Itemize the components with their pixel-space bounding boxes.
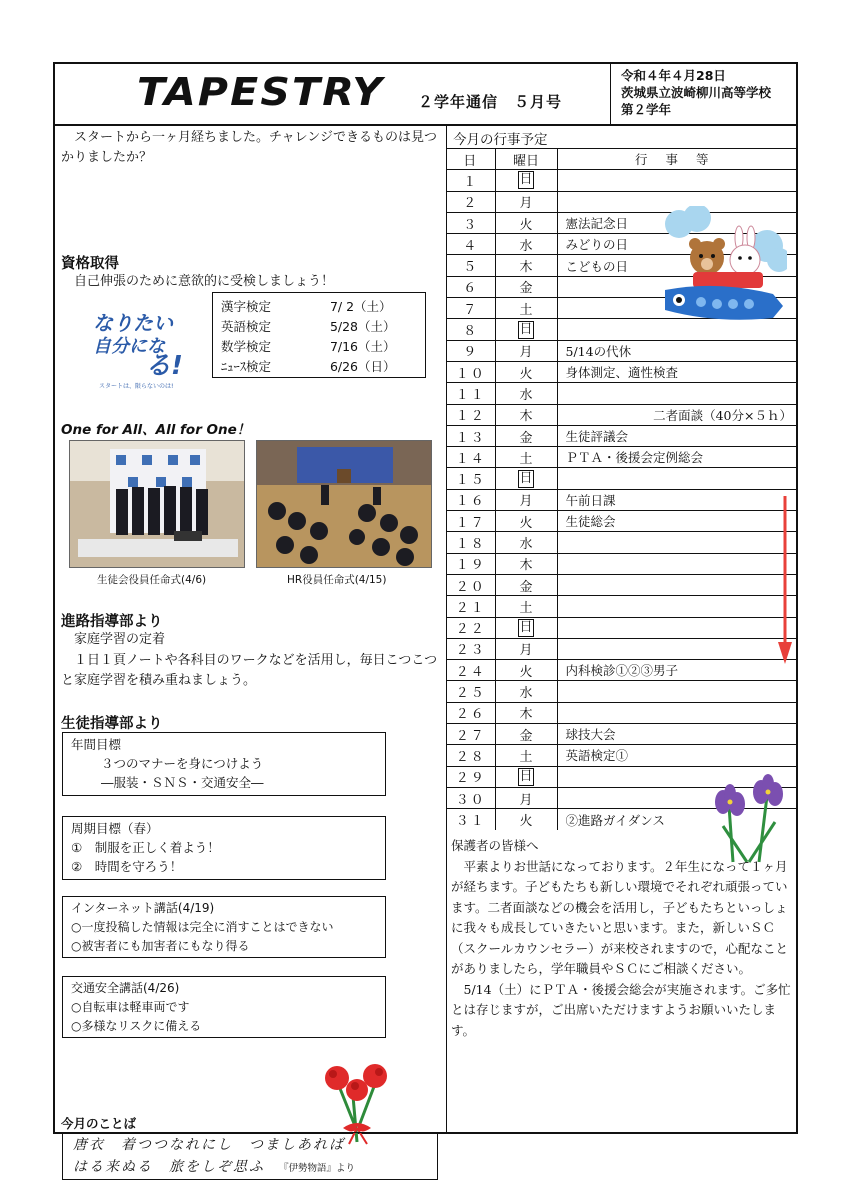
schedule-dow-label: 月 [519, 643, 533, 659]
schedule-event [557, 532, 796, 553]
kotoba-box [62, 1132, 438, 1180]
schedule-row [447, 425, 796, 446]
schedule-event: 生徒評議会 [557, 425, 796, 446]
schedule-dow [495, 724, 557, 745]
schedule-day: １９ [447, 553, 495, 574]
period-arrow [777, 496, 793, 666]
schedule-row [447, 553, 796, 574]
kotoba-line2: はる来ぬる 旅をしぞ思ふ [73, 1159, 265, 1175]
kentei-name: 英語検定 [221, 319, 272, 334]
spring-goal-line1: ① 制服を正しく着よう！ [71, 840, 220, 855]
schedule-dow-label: 木 [519, 409, 533, 425]
schedule-dow-label: 土 [519, 302, 533, 318]
schedule-row [447, 745, 796, 766]
schedule-day: ３０ [447, 787, 495, 808]
schedule-dow-label: 日 [519, 768, 533, 784]
schedule-row [447, 617, 796, 638]
internet-talk-line1: ○一度投稿した情報は完全に消すことはできない [71, 920, 334, 934]
schedule-event: こどもの日 [557, 255, 796, 276]
kotoba-source: 『伊勢物語』より [279, 1163, 356, 1174]
col-dow: 曜日 [495, 149, 557, 170]
schedule-dow-label: 水 [519, 686, 533, 702]
schedule-day: ９ [447, 340, 495, 361]
schedule-dow-label: 金 [519, 579, 533, 595]
one-for-all-heading: One for All、All for One！ [61, 422, 251, 438]
schedule-event [557, 574, 796, 595]
parents-p1: 平素よりお世話になっております。２年生になって１ヶ月が経ちます。子どもたちも新しい環境でそれぞれ頑張っています。二者面談などの機会を活用し，子どもたちといっしょに我々も成長していきたいと思います。また，新しいＳＣ（スクールカウンセラー）が来校されますので，心配なことがありましたら，学年職員やＳＣにご相談ください。 [451, 858, 789, 976]
schedule-day: ２０ [447, 574, 495, 595]
issue-title: ２学年通信 ５月号 [418, 93, 563, 111]
schedule-dow-label: 土 [519, 749, 533, 765]
schedule-event: 英語検定① [557, 745, 796, 766]
schedule-header-row [447, 149, 796, 170]
schedule-row [447, 596, 796, 617]
intro-text: スタートから一ヶ月経ちました。チャレンジできるものは見つかりましたか？ [61, 130, 437, 165]
schedule-event [557, 638, 796, 659]
schedule-dow [495, 638, 557, 659]
schedule-event: 内科検診①②③男子 [557, 660, 796, 681]
kentei-name: 漢字検定 [221, 299, 272, 314]
schedule-dow [495, 766, 557, 787]
traffic-talk-line1: ○自転車は軽車両です [71, 1000, 190, 1014]
schedule-event [557, 681, 796, 702]
schedule-dow-label: 土 [519, 600, 533, 616]
schedule-dow-label: 火 [519, 814, 533, 830]
kentei-name: ﾆｭｰｽ検定 [221, 359, 272, 374]
kentei-name: 数学検定 [221, 339, 272, 354]
schedule-dow-label: 日 [519, 470, 533, 486]
schedule-day: ２４ [447, 660, 495, 681]
schedule-day: ２９ [447, 766, 495, 787]
schedule-dow [495, 298, 557, 319]
schedule-row [447, 489, 796, 510]
shinro-text: １日１頁ノートや各科目のワークなどを活用し，毎日こつこつと家庭学習を積み重ねましょう。 [61, 653, 438, 688]
spring-goal-line2: ② 時間を守ろう！ [71, 859, 183, 874]
schedule-dow [495, 404, 557, 425]
schedule-dow-label: 月 [519, 792, 533, 808]
schedule-dow-label: 金 [519, 430, 533, 446]
schedule-dow-label: 水 [519, 536, 533, 552]
newsletter-frame [53, 62, 798, 1175]
schedule-dow [495, 809, 557, 830]
grade-name: 第２学年 [621, 102, 672, 117]
schedule-dow [495, 170, 557, 191]
photo-hr-officers [256, 440, 432, 568]
schedule-dow [495, 255, 557, 276]
col-event: 行事等 [557, 149, 796, 170]
internet-talk-box [62, 896, 386, 958]
schedule-day: １８ [447, 532, 495, 553]
schedule-dow [495, 553, 557, 574]
motivation-badge-logo [89, 300, 199, 392]
schedule-day: ２６ [447, 702, 495, 723]
schedule-event: 午前日課 [557, 489, 796, 510]
schedule-row [447, 447, 796, 468]
schedule-day: ６ [447, 276, 495, 297]
schedule-day: ２１ [447, 596, 495, 617]
traffic-talk-line2: ○多様なリスクに備える [71, 1019, 202, 1033]
kotoba-line2-wrap [73, 1156, 437, 1180]
schedule-day: １６ [447, 489, 495, 510]
schedule-event [557, 170, 796, 191]
schedule-dow-label: 木 [519, 707, 533, 723]
parents-p2: 5/14（土）にＰＴＡ・後援会総会が実施されます。ご多忙とは存じますが，ご出席いただけますようお願いいたします。 [451, 981, 791, 1038]
schedule-dow-label: 火 [519, 366, 533, 382]
schedule-row [447, 681, 796, 702]
schedule-day: ２３ [447, 638, 495, 659]
schedule-row [447, 638, 796, 659]
schedule-day: ５ [447, 255, 495, 276]
koinobori-illustration [657, 206, 787, 386]
traffic-talk-box [62, 976, 386, 1038]
internet-talk-line2: ○被害者にも加害者にもなり得る [71, 939, 250, 953]
schedule-row [447, 532, 796, 553]
schedule-day: ２５ [447, 681, 495, 702]
kentei-row [221, 317, 425, 337]
kotoba-heading: 今月のことば [61, 1116, 137, 1131]
schedule-dow-label: 火 [519, 217, 533, 233]
schedule-row [447, 660, 796, 681]
spring-goal-box [62, 816, 386, 880]
schedule-dow-label: 火 [519, 664, 533, 680]
schedule-dow [495, 681, 557, 702]
kentei-box [212, 292, 426, 378]
schedule-event: ＰＴＡ・後援会定例総会 [557, 447, 796, 468]
schedule-day: ２８ [447, 745, 495, 766]
photo1-caption: 生徒会役員任命式(4/6) [97, 574, 207, 586]
schedule-dow [495, 191, 557, 212]
schedule-dow-label: 水 [519, 238, 533, 254]
schedule-dow-label: 金 [519, 728, 533, 744]
schedule-dow-label: 月 [519, 494, 533, 510]
badge-line-2: 自分にな [93, 336, 165, 357]
schedule-row [447, 404, 796, 425]
shikaku-heading: 資格取得 [61, 256, 119, 272]
schedule-day: １２ [447, 404, 495, 425]
kentei-date: 5/28（土） [329, 319, 396, 334]
schedule-row [447, 511, 796, 532]
schedule-event [557, 596, 796, 617]
seito-heading: 生徒指導部より [61, 716, 163, 732]
schedule-dow [495, 787, 557, 808]
kentei-row [221, 357, 425, 377]
schedule-day: ４ [447, 234, 495, 255]
shikaku-text: 自己伸張のために意欲的に受検しましょう！ [61, 274, 335, 289]
schedule-dow [495, 468, 557, 489]
schedule-event: 5/14の代休 [557, 340, 796, 361]
schedule-event [557, 468, 796, 489]
schedule-event: みどりの日 [557, 234, 796, 255]
schedule-day: １５ [447, 468, 495, 489]
annual-goal-line2: ―服装・ＳＮＳ・交通安全― [101, 775, 264, 790]
internet-talk-title: インターネット講話(4/19) [71, 901, 215, 915]
schedule-dow [495, 745, 557, 766]
header-info [610, 64, 796, 124]
schedule-day: １３ [447, 425, 495, 446]
schedule-event [557, 617, 796, 638]
left-column [55, 126, 446, 1175]
schedule-dow [495, 425, 557, 446]
schedule-dow-label: 木 [519, 260, 533, 276]
schedule-day: ７ [447, 298, 495, 319]
schedule-dow-label: 日 [519, 321, 533, 337]
schedule-dow [495, 319, 557, 340]
schedule-event: 球技大会 [557, 724, 796, 745]
schedule-event [557, 553, 796, 574]
schedule-dow-label: 月 [519, 196, 533, 212]
schedule-row [447, 574, 796, 595]
schedule-dow-label: 土 [519, 451, 533, 467]
kentei-date: 7/ 2（土） [329, 299, 392, 314]
annual-goal-title: 年間目標 [71, 737, 122, 752]
school-name: 茨城県立波崎柳川高等学校 [621, 85, 772, 100]
kentei-date: 6/26（日） [329, 359, 396, 374]
parents-message [451, 836, 796, 1041]
schedule-event: 憲法記念日 [557, 212, 796, 233]
schedule-day: ３１ [447, 809, 495, 830]
spring-goal-title: 周期目標（春） [71, 821, 159, 836]
schedule-dow [495, 340, 557, 361]
schedule-event: 二者面談（40分×５ｈ） [557, 404, 796, 425]
kentei-row [221, 297, 425, 317]
col-day: 日 [447, 149, 495, 170]
annual-goal-box [62, 732, 386, 796]
schedule-day: ２２ [447, 617, 495, 638]
kentei-date: 7/16（土） [329, 339, 396, 354]
schedule-dow [495, 702, 557, 723]
schedule-dow-label: 水 [519, 387, 533, 403]
schedule-dow [495, 532, 557, 553]
schedule-dow-label: 木 [519, 558, 533, 574]
schedule-dow [495, 212, 557, 233]
schedule-event [557, 702, 796, 723]
schedule-day: ８ [447, 319, 495, 340]
schedule-dow-label: 日 [519, 619, 533, 635]
photo-student-council [69, 440, 245, 568]
schedule-dow [495, 234, 557, 255]
schedule-dow [495, 447, 557, 468]
schedule-title: 今月の行事予定 [453, 132, 548, 148]
schedule-day: １７ [447, 511, 495, 532]
schedule-dow [495, 660, 557, 681]
annual-goal-line1: ３つのマナーを身につけよう [101, 756, 264, 771]
shinro-sub: 家庭学習の定着 [61, 632, 166, 647]
schedule-dow [495, 489, 557, 510]
schedule-dow-label: 金 [519, 281, 533, 297]
logo-tapestry: TAPESTRY [137, 70, 385, 114]
schedule-dow-label: 日 [519, 172, 533, 188]
schedule-row [447, 702, 796, 723]
schedule-dow [495, 276, 557, 297]
schedule-day: １ [447, 170, 495, 191]
schedule-day: １０ [447, 361, 495, 382]
schedule-row [447, 724, 796, 745]
schedule-dow-label: 月 [519, 345, 533, 361]
schedule-dow [495, 511, 557, 532]
schedule-row [447, 468, 796, 489]
parents-heading: 保護者の皆様へ [451, 838, 539, 853]
schedule-dow [495, 361, 557, 382]
schedule-row [447, 170, 796, 191]
kentei-row [221, 337, 425, 357]
schedule-event: 生徒総会 [557, 511, 796, 532]
badge-sub: スタートは、限らないのは! [99, 383, 174, 390]
schedule-day: ３ [447, 212, 495, 233]
schedule-dow-label: 火 [519, 515, 533, 531]
schedule-day: １１ [447, 383, 495, 404]
schedule-dow [495, 574, 557, 595]
photo2-caption: HR役員任命式(4/15) [287, 574, 387, 586]
schedule-day: ２７ [447, 724, 495, 745]
kotoba-line1: 唐衣 着つつなれにし つましあれば [73, 1137, 345, 1153]
schedule-day: ２ [447, 191, 495, 212]
traffic-talk-title: 交通安全講話(4/26) [71, 981, 180, 995]
schedule-dow [495, 596, 557, 617]
schedule-dow [495, 617, 557, 638]
schedule-day: １４ [447, 447, 495, 468]
schedule-dow [495, 383, 557, 404]
badge-line-3: る! [145, 351, 183, 381]
schedule-event: ②進路ガイダンス [557, 809, 796, 830]
schedule-event: 身体測定、適性検査 [557, 361, 796, 382]
issue-date: 令和４年４月28日 [621, 68, 726, 83]
shinro-heading: 進路指導部より [61, 614, 163, 630]
badge-line-1: なりたい [93, 311, 173, 335]
